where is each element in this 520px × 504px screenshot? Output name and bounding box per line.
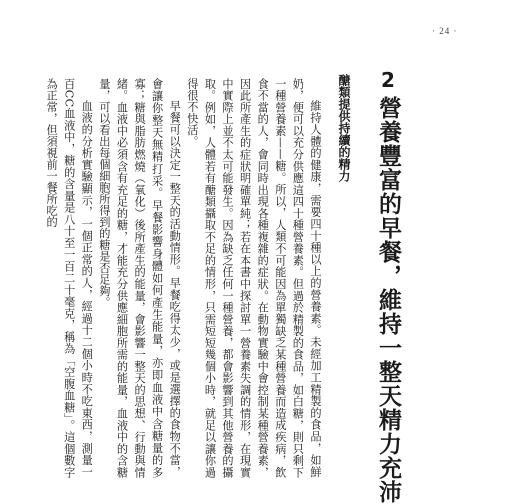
chapter-number: 2 (381, 68, 395, 92)
section-subtitle: 醣類提供持續的精力 (337, 74, 351, 182)
chapter-title: 營養豐富的早餐，維持一整天精力充沛 (375, 96, 401, 504)
paragraph: 血液的分析實驗顯示，一個正常的人，經過十二個小時不吃東西，測量一百CC血液中，糖的含量是八十至一百二十毫克，稱為「空腹血糖」。這個數字為正常，但須視前一餐所吃的 (45, 78, 94, 478)
body-text (45, 78, 324, 478)
paragraph: 早餐可以決定一整天的活動情形。早餐吃得太少，或是選擇的食物不當，會讓你整天無精打采。早餐影響身體如何產生能量，亦即血液中含糖量的多寡；糖與脂肪燃燒（氧化）後所產生的能量，會影響一整天的思想、行動與情緒。血液中必須含有充足的糖，才能充分供應細胞所需的能量，血液中的含糖量，可以看出每個細胞所得到的糖是否足夠。 (97, 78, 182, 478)
page-number: · 24 · (432, 26, 458, 36)
paragraph: 維持人體的健康，需要四十種以上的營養素。未經加工精製的食品，如鮮奶，便可以充分供應這四十種營養素。但過於精製的食品，如白糖，則只剩下一種營養素——糖。所以，人類不可能因為單獨缺乏某種營養而造成疾病，飲食不當的人，會同時出現各種複雜的症狀。在動物實驗中會控制某種營養素，因此所產生的症狀明確單純；若在本書中探討單一營養素失調的情形，在現實中實際上並不太可能發生。因為缺乏任何一種營養，都會影響到其他營養的攝取。例如，人體若有醣類攝取不足的情形，只需短短幾個小時，就足以讓你過得很不快活。 (185, 78, 322, 478)
